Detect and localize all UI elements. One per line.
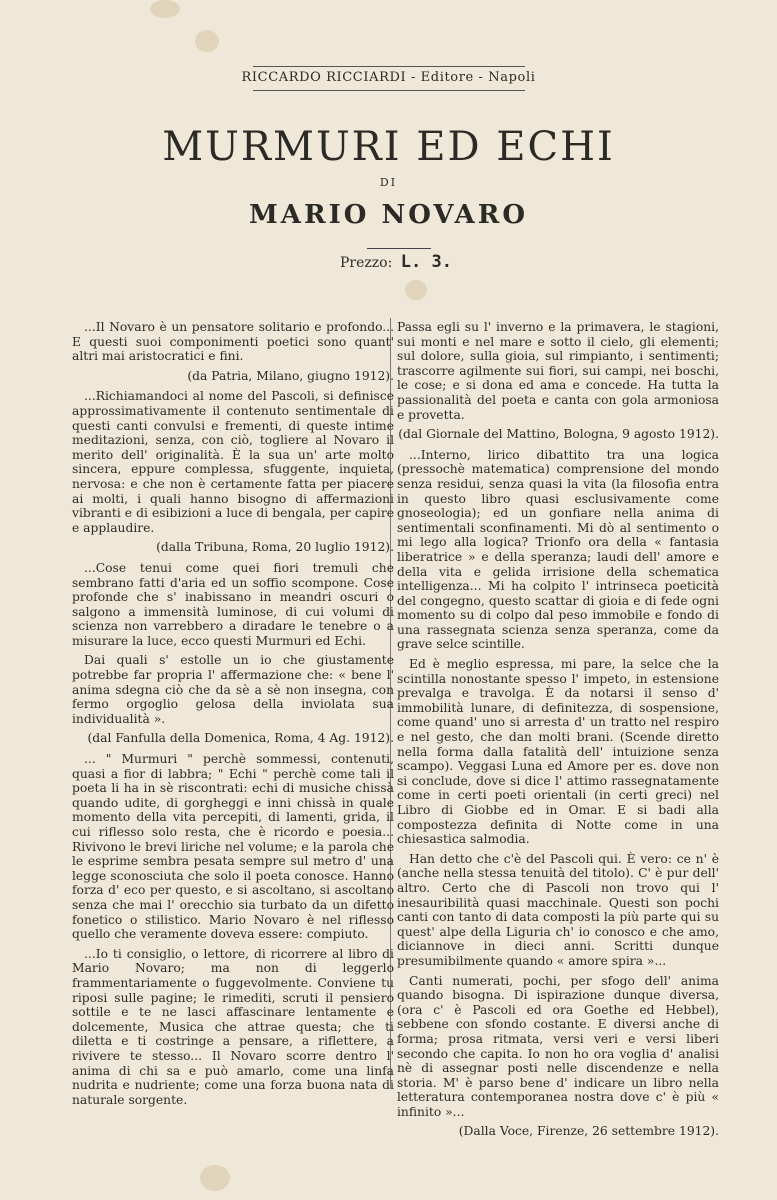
price-label: Prezzo: <box>340 255 393 271</box>
paper-stain <box>195 30 219 52</box>
review-paragraph: ...Cose tenui come quei fiori tremuli che sembrano fatti d'aria ed un soffio scompone. Cose profonde che s' inabissano in meandri oscuri o salgono a immensità luminose, di cui volumi di scienza non varrebbero a diradare le tenebre o a misurare la luce, ecco questi Murmuri ed Echi. <box>72 560 394 648</box>
paper-stain <box>405 280 427 300</box>
review-source: (dal Fanfulla della Domenica, Roma, 4 Ag. 1912). <box>87 731 394 746</box>
review-source: (dal Giornale del Mattino, Bologna, 9 agosto 1912). <box>398 427 719 442</box>
review-paragraph: Ed è meglio espressa, mi pare, la selce che la scintilla nonostante spesso l' impeto, in estensione prevalga e travolga. È da notarsi il senso d' immobilità lunare, di definitezza, di sospensione, come quand' uno si arresta d' un tratto nel respiro e nel gesto, che dan molti brani. (Scende diretto nella forma dalla fatalità dell' intuizione senza scampo). Veggasi Luna ed Amore per es. dove non si conclude, dove si dice l' attimo rassegnatamente come in certi poeti orientali (in certi greci) nel Libro di Giobbe ed in Omar. E si badi alla compostezza definita di Notte come in una chiesastica salmodia. <box>397 657 719 847</box>
price-rule <box>367 248 431 249</box>
review-paragraph: ...Il Novaro è un pensatore solitario e profondo... E questi suoi componimenti poetici sono quant' altri mai aristocratici e fini. <box>72 320 394 364</box>
review-paragraph: Passa egli su l' inverno e la primavera, le stagioni, sui monti e nel mare e sotto il cielo, gli elementi; sul dolore, sulla gioia, sul rimpianto, i sentimenti; trascorre agilmente sui fiori, sui campi, nei boschi, le cose; e si dona ed ama e concede. Ha tutta la passionalità del poeta e canta con gola armoniosa e provetta. <box>397 320 719 422</box>
left-column <box>72 320 394 1112</box>
review-paragraph: ...Io ti consiglio, o lettore, di ricorrere al libro di Mario Novaro; ma non di leggerlo frammentariamente o fuggevolmente. Conviene tu riposi sulle pagine; le rimediti, scruti il pensiero sottile e te ne lasci affascinare lentamente e dolcemente, Musica che attrae questa; che ti diletta e ti costringe a pensare, a riflettere, a rivivere te stesso... Il Novaro scorre dentro l' anima di chi sa e può amarlo, come una linfa nudrita e nudriente; come una forza buona nata di naturale sorgente. <box>72 946 394 1107</box>
publisher-line: RICCARDO RICCIARDI - Editore - Napoli <box>241 70 536 85</box>
right-column <box>397 320 719 1145</box>
review-paragraph: Canti numerati, pochi, per sfogo dell' anima quando bisogna. Di ispirazione dunque diversa, (ora c' è Pascoli ed ora Goethe ed Hebbel), sebbene con sfondo costante. E diversi anche di forma; prosa ritmata, versi veri e versi liberi secondo che capita. Io non ho ora voglia d' analisi nè di assegnar posti nelle discendenze e nella storia. M' è parso bene d' indicare un libro nella letteratura contemporanea nostra dove c' è più « infinito »... <box>397 973 719 1119</box>
review-paragraph: ...Richiamandoci al nome del Pascoli, si definisce approssimativamente il contenuto sentimentale di questi canti convulsi e frementi, di queste intime meditazioni, senza, con ciò, togliere al Novaro il merito dell' originalità. È la sua un' arte molto sincera, eppure complessa, sfuggente, inquieta, nervosa: e che non è certamente fatta per piacere ai molti, i quali hanno bisogno di affermazioni vibranti e di esibizioni a luce di bengala, per capire e applaudire. <box>72 389 394 535</box>
header-rule-bottom <box>253 90 525 91</box>
header-rule-top <box>253 66 525 67</box>
review-paragraph: Han detto che c'è del Pascoli qui. È vero: ce n' è (anche nella stessa tenuità del titolo). C' è pur dell' altro. Certo che di Pascoli non trovo qui l' inesauribilità quasi macchinale. Questi son pochi canti con tanto di data composti la più parte qui su quest' alpe della Liguria ch' io conosco e che amo, diciannove in dieci anni. Scritti dunque presumibilmente quando « amore spira »... <box>397 851 719 968</box>
review-paragraph: ...Interno, lirico dibattito tra una logica (pressochè matematica) comprensione del mondo senza residui, senza quasi la vita (la filosofia entra in questo libro quasi esclusivamente come gnoseologia); ed un gonfiare nella anima di sentimentali sconfinamenti. Mi dò al sentimento o mi lego alla logica? Trionfo ora della « fantasia liberatrice » e della speranza; laudi dell' amore e della vita e gelida irrisione della schematica intelligenza... Mi ha colpito l' intrinseca poeticità del congegno, questo scattar di gioia e di fede ogni momento su di colpo dal peso immobile e fondo di una rassegnata scienza senza speranza, come da grave selce scintille. <box>397 447 719 652</box>
review-paragraph: ... " Murmuri " perchè sommessi, contenuti, quasi a fior di labbra; " Echi " perchè come tali il poeta li ha in sè riscontrati: echi di musiche chissà quando udite, di gorgheggi e inni chissà in quale momento della vita percepiti, di lamenti, grida, il cui riflesso solo resta, che è ricordo e poesia... Rivivono le brevi liriche nel volume; e la parola che le esprime sembra pesata sempre sul metro d' una legge sconosciuta che solo il poeta conosce. Hanno forza d' eco per questo, e si ascoltano, si ascoltano senza che mai l' orecchio sia turbato da un difetto fonetico o stilistico. Mario Novaro è nel riflesso quello che veramente doveva essere: compiuto. <box>72 752 394 942</box>
review-source: (dalla Tribuna, Roma, 20 luglio 1912). <box>156 540 394 555</box>
book-title: MURMURI ED ECHI <box>162 124 615 170</box>
di-label: DI <box>379 176 398 189</box>
paper-stain <box>150 0 180 18</box>
price-value: L. 3. <box>400 252 452 272</box>
price <box>340 252 452 272</box>
review-source: (da Patria, Milano, giugno 1912). <box>187 368 394 383</box>
review-source: (Dalla Voce, Firenze, 26 settembre 1912). <box>458 1124 719 1139</box>
review-paragraph: Dai quali s' estolle un io che giustamente potrebbe far propria l' affermazione che: « bene l' anima sdegna ciò che da sè a sè non insegna, con fermo orgoglio gelosa della inviolata sua individualità ». <box>72 653 394 726</box>
paper-stain <box>200 1165 230 1191</box>
author-name: MARIO NOVARO <box>249 200 528 230</box>
